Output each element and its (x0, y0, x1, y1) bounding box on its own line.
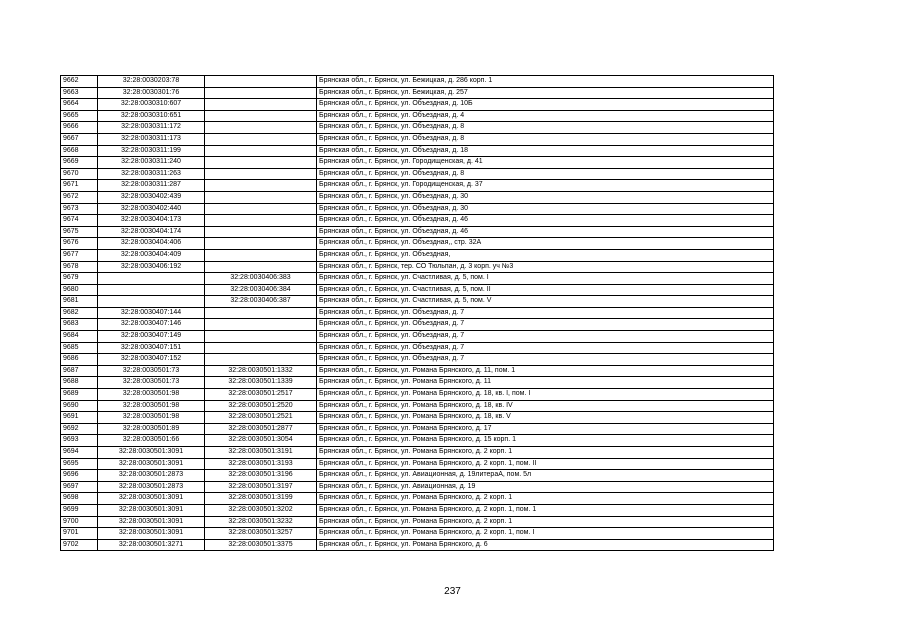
table-row (61, 249, 774, 261)
object-cadastral-number-cell (205, 342, 317, 354)
address-cell: Брянская обл., г. Брянск, ул. Счастливая, д. 5, пом. II (317, 284, 774, 296)
object-cadastral-number-cell: 32:28:0030501:3232 (205, 516, 317, 528)
address-cell: Брянская обл., г. Брянск, ул. Объездная, д. 7 (317, 354, 774, 366)
table-row (61, 342, 774, 354)
address-cell: Брянская обл., г. Брянск, ул. Объездная, д. 46 (317, 215, 774, 227)
address-cell: Брянская обл., г. Брянск, ул. Объездная, (317, 249, 774, 261)
address-cell: Брянская обл., г. Брянск, ул. Городищенская, д. 37 (317, 180, 774, 192)
address-cell: Брянская обл., г. Брянск, ул. Объездная,, стр. 32А (317, 238, 774, 250)
object-cadastral-number-cell (205, 203, 317, 215)
object-cadastral-number-cell: 32:28:0030501:3199 (205, 493, 317, 505)
table-row (61, 168, 774, 180)
row-number-cell: 9685 (61, 342, 98, 354)
cadastral-number-cell: 32:28:0030501:89 (98, 423, 205, 435)
address-cell: Брянская обл., г. Брянск, ул. Счастливая, д. 5, пом. I (317, 273, 774, 285)
address-cell: Брянская обл., г. Брянск, ул. Счастливая, д. 5, пом. V (317, 296, 774, 308)
object-cadastral-number-cell (205, 122, 317, 134)
row-number-cell: 9675 (61, 226, 98, 238)
object-cadastral-number-cell (205, 168, 317, 180)
address-cell: Брянская обл., г. Брянск, ул. Объездная, д. 7 (317, 342, 774, 354)
cadastral-number-cell: 32:28:0030311:173 (98, 133, 205, 145)
cadastral-number-cell: 32:28:0030407:149 (98, 331, 205, 343)
row-number-cell: 9696 (61, 470, 98, 482)
row-number-cell: 9699 (61, 504, 98, 516)
object-cadastral-number-cell: 32:28:0030501:2877 (205, 423, 317, 435)
row-number-cell: 9664 (61, 99, 98, 111)
cadastral-number-cell: 32:28:0030404:406 (98, 238, 205, 250)
row-number-cell: 9674 (61, 215, 98, 227)
row-number-cell: 9687 (61, 365, 98, 377)
table-row (61, 400, 774, 412)
table-row (61, 412, 774, 424)
cadastral-number-cell: 32:28:0030311:263 (98, 168, 205, 180)
address-cell: Брянская обл., г. Брянск, тер. СО Тюльпан, д. 3 корп. уч №3 (317, 261, 774, 273)
table-row (61, 377, 774, 389)
address-cell: Брянская обл., г. Брянск, ул. Объездная, д. 8 (317, 168, 774, 180)
cadastral-number-cell: 32:28:0030404:173 (98, 215, 205, 227)
table-row (61, 296, 774, 308)
object-cadastral-number-cell (205, 110, 317, 122)
table-row (61, 435, 774, 447)
address-cell: Брянская обл., г. Брянск, ул. Объездная, д. 8 (317, 133, 774, 145)
cadastral-number-cell: 32:28:0030501:3091 (98, 458, 205, 470)
table-row (61, 122, 774, 134)
object-cadastral-number-cell: 32:28:0030406:383 (205, 273, 317, 285)
row-number-cell: 9684 (61, 331, 98, 343)
row-number-cell: 9667 (61, 133, 98, 145)
table-row (61, 191, 774, 203)
object-cadastral-number-cell (205, 215, 317, 227)
table-row (61, 180, 774, 192)
object-cadastral-number-cell (205, 238, 317, 250)
cadastral-number-cell: 32:28:0030404:174 (98, 226, 205, 238)
cadastral-number-cell: 32:28:0030407:151 (98, 342, 205, 354)
table-row (61, 447, 774, 459)
table-row (61, 273, 774, 285)
cadastral-number-cell: 32:28:0030501:66 (98, 435, 205, 447)
address-cell: Брянская обл., г. Брянск, ул. Романа Брянского, д. 2 корп. 1 (317, 493, 774, 505)
cadastral-number-cell: 32:28:0030310:607 (98, 99, 205, 111)
table-row (61, 110, 774, 122)
cadastral-number-cell: 32:28:0030402:439 (98, 191, 205, 203)
table-row (61, 157, 774, 169)
table-row (61, 504, 774, 516)
object-cadastral-number-cell: 32:28:0030501:3196 (205, 470, 317, 482)
cadastral-number-cell: 32:28:0030501:2873 (98, 470, 205, 482)
table-row (61, 458, 774, 470)
cadastral-number-cell: 32:28:0030404:409 (98, 249, 205, 261)
table-row (61, 307, 774, 319)
cadastral-number-cell: 32:28:0030311:287 (98, 180, 205, 192)
row-number-cell: 9665 (61, 110, 98, 122)
cadastral-number-cell: 32:28:0030501:3091 (98, 528, 205, 540)
row-number-cell: 9697 (61, 481, 98, 493)
address-cell: Брянская обл., г. Брянск, ул. Объездная, д. 10Б (317, 99, 774, 111)
address-cell: Брянская обл., г. Брянск, ул. Романа Брянского, д. 18, кв. IV (317, 400, 774, 412)
object-cadastral-number-cell: 32:28:0030501:3202 (205, 504, 317, 516)
address-cell: Брянская обл., г. Брянск, ул. Романа Брянского, д. 17 (317, 423, 774, 435)
object-cadastral-number-cell: 32:28:0030406:384 (205, 284, 317, 296)
table-row (61, 331, 774, 343)
row-number-cell: 9676 (61, 238, 98, 250)
address-cell: Брянская обл., г. Брянск, ул. Объездная, д. 4 (317, 110, 774, 122)
object-cadastral-number-cell: 32:28:0030501:2521 (205, 412, 317, 424)
row-number-cell: 9691 (61, 412, 98, 424)
address-cell: Брянская обл., г. Брянск, ул. Объездная, д. 7 (317, 319, 774, 331)
table-row (61, 238, 774, 250)
cadastral-number-cell: 32:28:0030301:76 (98, 87, 205, 99)
row-number-cell: 9663 (61, 87, 98, 99)
row-number-cell: 9690 (61, 400, 98, 412)
row-number-cell: 9683 (61, 319, 98, 331)
cadastral-number-cell: 32:28:0030407:146 (98, 319, 205, 331)
address-cell: Брянская обл., г. Брянск, ул. Романа Брянского, д. 2 корп. 1, пом. I (317, 528, 774, 540)
address-cell: Брянская обл., г. Брянск, ул. Романа Брянского, д. 6 (317, 539, 774, 551)
address-cell: Брянская обл., г. Брянск, ул. Авиационная, д. 19 (317, 481, 774, 493)
cadastral-number-cell: 32:28:0030501:2873 (98, 481, 205, 493)
table-row (61, 133, 774, 145)
cadastral-number-cell: 32:28:0030501:3091 (98, 493, 205, 505)
address-cell: Брянская обл., г. Брянск, ул. Бежицкая, д. 257 (317, 87, 774, 99)
row-number-cell: 9700 (61, 516, 98, 528)
table-row (61, 284, 774, 296)
cadastral-number-cell: 32:28:0030501:98 (98, 412, 205, 424)
table-row (61, 87, 774, 99)
object-cadastral-number-cell: 32:28:0030501:1332 (205, 365, 317, 377)
address-cell: Брянская обл., г. Брянск, ул. Романа Брянского, д. 2 корп. 1 (317, 447, 774, 459)
cadastral-number-cell: 32:28:0030501:73 (98, 377, 205, 389)
address-cell: Брянская обл., г. Брянск, ул. Объездная, д. 30 (317, 203, 774, 215)
row-number-cell: 9662 (61, 76, 98, 88)
object-cadastral-number-cell (205, 319, 317, 331)
address-cell: Брянская обл., г. Брянск, ул. Романа Брянского, д. 15 корп. 1 (317, 435, 774, 447)
row-number-cell: 9680 (61, 284, 98, 296)
cadastral-number-cell: 32:28:0030402:440 (98, 203, 205, 215)
row-number-cell: 9692 (61, 423, 98, 435)
object-cadastral-number-cell (205, 133, 317, 145)
cadastral-number-cell: 32:28:0030501:98 (98, 400, 205, 412)
table-row (61, 354, 774, 366)
object-cadastral-number-cell (205, 307, 317, 319)
object-cadastral-number-cell (205, 76, 317, 88)
address-cell: Брянская обл., г. Брянск, ул. Романа Брянского, д. 2 корп. 1, пом. 1 (317, 504, 774, 516)
row-number-cell: 9673 (61, 203, 98, 215)
row-number-cell: 9681 (61, 296, 98, 308)
table-row (61, 493, 774, 505)
table-row (61, 470, 774, 482)
table-row (61, 226, 774, 238)
object-cadastral-number-cell (205, 354, 317, 366)
address-cell: Брянская обл., г. Брянск, ул. Романа Брянского, д. 18, кв. V (317, 412, 774, 424)
object-cadastral-number-cell: 32:28:0030501:2517 (205, 389, 317, 401)
registry-table-body (61, 76, 774, 551)
cadastral-number-cell: 32:28:0030406:192 (98, 261, 205, 273)
table-row (61, 99, 774, 111)
address-cell: Брянская обл., г. Брянск, ул. Объездная, д. 18 (317, 145, 774, 157)
row-number-cell: 9688 (61, 377, 98, 389)
object-cadastral-number-cell: 32:28:0030406:387 (205, 296, 317, 308)
row-number-cell: 9670 (61, 168, 98, 180)
cadastral-number-cell: 32:28:0030311:240 (98, 157, 205, 169)
address-cell: Брянская обл., г. Брянск, ул. Объездная, д. 8 (317, 122, 774, 134)
object-cadastral-number-cell (205, 180, 317, 192)
row-number-cell: 9693 (61, 435, 98, 447)
cadastral-number-cell: 32:28:0030501:3091 (98, 516, 205, 528)
row-number-cell: 9686 (61, 354, 98, 366)
row-number-cell: 9672 (61, 191, 98, 203)
cadastral-number-cell (98, 273, 205, 285)
table-row (61, 528, 774, 540)
table-row (61, 389, 774, 401)
table-row (61, 423, 774, 435)
cadastral-number-cell: 32:28:0030501:3091 (98, 447, 205, 459)
cadastral-number-cell: 32:28:0030501:73 (98, 365, 205, 377)
address-cell: Брянская обл., г. Брянск, ул. Объездная, д. 7 (317, 331, 774, 343)
row-number-cell: 9682 (61, 307, 98, 319)
object-cadastral-number-cell: 32:28:0030501:3193 (205, 458, 317, 470)
address-cell: Брянская обл., г. Брянск, ул. Романа Брянского, д. 18, кв. I, пом. I (317, 389, 774, 401)
object-cadastral-number-cell (205, 261, 317, 273)
address-cell: Брянская обл., г. Брянск, ул. Бежицкая, д. 286 корп. 1 (317, 76, 774, 88)
object-cadastral-number-cell (205, 145, 317, 157)
address-cell: Брянская обл., г. Брянск, ул. Романа Брянского, д. 2 корп. 1 (317, 516, 774, 528)
object-cadastral-number-cell (205, 249, 317, 261)
cadastral-number-cell: 32:28:0030501:3091 (98, 504, 205, 516)
cadastral-number-cell: 32:28:0030310:651 (98, 110, 205, 122)
row-number-cell: 9695 (61, 458, 98, 470)
table-row (61, 76, 774, 88)
row-number-cell: 9702 (61, 539, 98, 551)
object-cadastral-number-cell (205, 331, 317, 343)
object-cadastral-number-cell: 32:28:0030501:2520 (205, 400, 317, 412)
object-cadastral-number-cell (205, 157, 317, 169)
cadastral-number-cell: 32:28:0030311:199 (98, 145, 205, 157)
table-row (61, 365, 774, 377)
object-cadastral-number-cell (205, 191, 317, 203)
cadastral-number-cell (98, 284, 205, 296)
address-cell: Брянская обл., г. Брянск, ул. Городищенская, д. 41 (317, 157, 774, 169)
address-cell: Брянская обл., г. Брянск, ул. Объездная, д. 46 (317, 226, 774, 238)
object-cadastral-number-cell (205, 99, 317, 111)
cadastral-number-cell: 32:28:0030407:144 (98, 307, 205, 319)
page-number: 237 (444, 586, 461, 597)
address-cell: Брянская обл., г. Брянск, ул. Авиационная, д. 19литераА, пом. 5л (317, 470, 774, 482)
row-number-cell: 9677 (61, 249, 98, 261)
address-cell: Брянская обл., г. Брянск, ул. Объездная, д. 30 (317, 191, 774, 203)
object-cadastral-number-cell: 32:28:0030501:3197 (205, 481, 317, 493)
table-row (61, 539, 774, 551)
row-number-cell: 9694 (61, 447, 98, 459)
cadastral-number-cell: 32:28:0030311:172 (98, 122, 205, 134)
cadastral-number-cell (98, 296, 205, 308)
row-number-cell: 9689 (61, 389, 98, 401)
table-row (61, 203, 774, 215)
row-number-cell: 9679 (61, 273, 98, 285)
table-row (61, 516, 774, 528)
table-row (61, 481, 774, 493)
row-number-cell: 9678 (61, 261, 98, 273)
row-number-cell: 9669 (61, 157, 98, 169)
object-cadastral-number-cell: 32:28:0030501:3191 (205, 447, 317, 459)
object-cadastral-number-cell (205, 226, 317, 238)
address-cell: Брянская обл., г. Брянск, ул. Романа Брянского, д. 11 (317, 377, 774, 389)
registry-table (60, 75, 774, 551)
cadastral-number-cell: 32:28:0030203:78 (98, 76, 205, 88)
object-cadastral-number-cell: 32:28:0030501:3257 (205, 528, 317, 540)
row-number-cell: 9671 (61, 180, 98, 192)
row-number-cell: 9698 (61, 493, 98, 505)
table-row (61, 145, 774, 157)
object-cadastral-number-cell (205, 87, 317, 99)
address-cell: Брянская обл., г. Брянск, ул. Романа Брянского, д. 2 корп. 1, пом. II (317, 458, 774, 470)
object-cadastral-number-cell: 32:28:0030501:3375 (205, 539, 317, 551)
row-number-cell: 9701 (61, 528, 98, 540)
row-number-cell: 9668 (61, 145, 98, 157)
cadastral-number-cell: 32:28:0030407:152 (98, 354, 205, 366)
table-row (61, 261, 774, 273)
row-number-cell: 9666 (61, 122, 98, 134)
table-row (61, 319, 774, 331)
table-row (61, 215, 774, 227)
cadastral-number-cell: 32:28:0030501:3271 (98, 539, 205, 551)
object-cadastral-number-cell: 32:28:0030501:1339 (205, 377, 317, 389)
address-cell: Брянская обл., г. Брянск, ул. Романа Брянского, д. 11, пом. 1 (317, 365, 774, 377)
object-cadastral-number-cell: 32:28:0030501:3054 (205, 435, 317, 447)
cadastral-number-cell: 32:28:0030501:98 (98, 389, 205, 401)
address-cell: Брянская обл., г. Брянск, ул. Объездная, д. 7 (317, 307, 774, 319)
